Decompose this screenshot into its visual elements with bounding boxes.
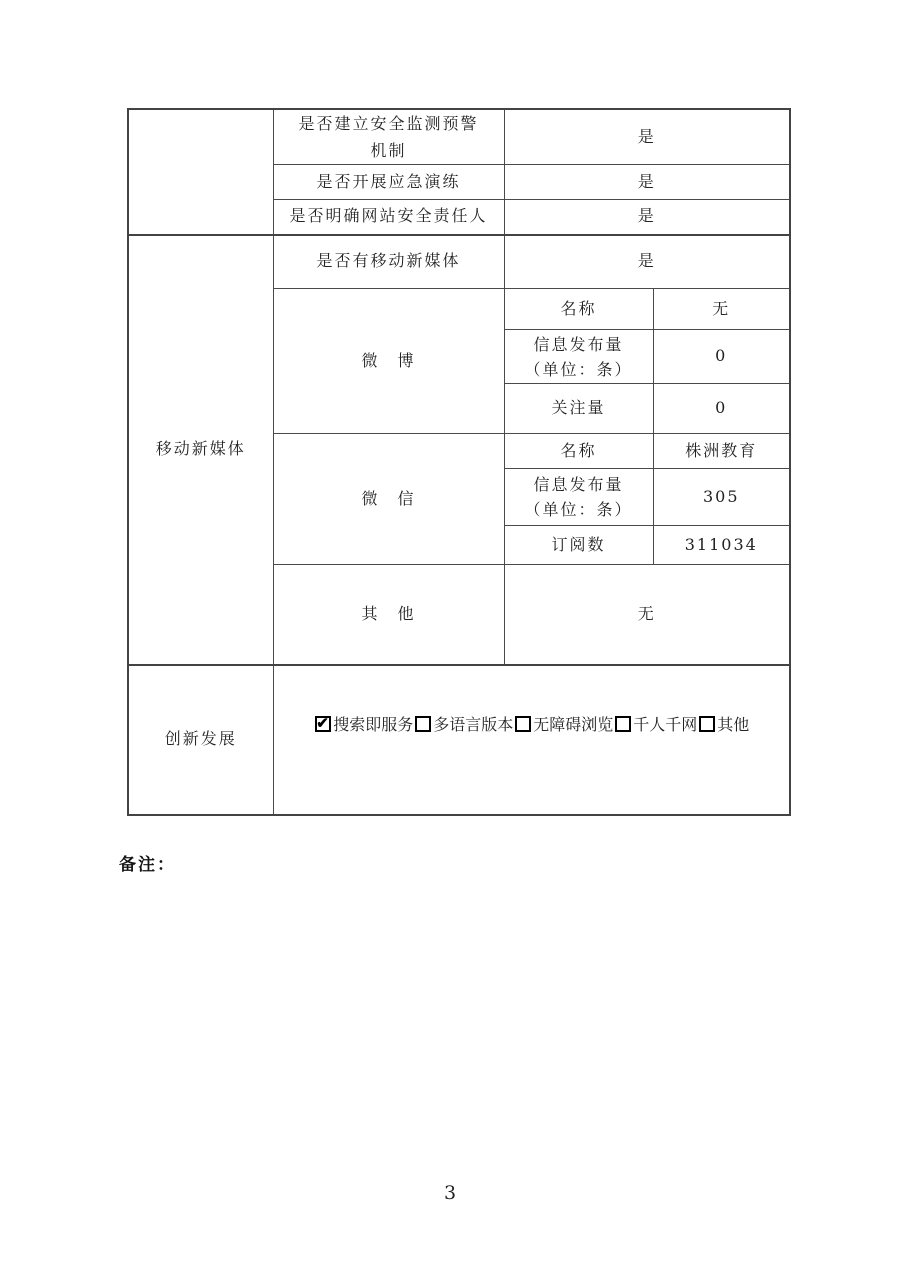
row-label-weibo-name: 名称 — [504, 289, 653, 330]
section-label-innovation: 创新发展 — [128, 665, 273, 815]
row-value-weibo-name: 无 — [653, 289, 790, 330]
row-label-security-responsible: 是否明确网站安全责任人 — [273, 200, 504, 235]
group-label-wechat: 微 信 — [273, 434, 504, 565]
checkbox-other[interactable] — [699, 716, 715, 732]
option-label: 多语言版本 — [433, 715, 514, 735]
option-accessibility — [513, 715, 613, 734]
row-value-emergency-drill: 是 — [504, 165, 790, 200]
row-value-security-responsible: 是 — [504, 200, 790, 235]
group-label-other: 其 他 — [273, 565, 504, 665]
innovation-options-cell — [273, 665, 790, 815]
row-label-emergency-drill: 是否开展应急演练 — [273, 165, 504, 200]
row-label-line1: 信息发布量 — [533, 475, 624, 494]
row-value-weibo-volume: 0 — [653, 330, 790, 384]
option-label: 千人千网 — [633, 715, 698, 735]
checkbox-search-as-service[interactable] — [315, 716, 331, 732]
option-label: 无障碍浏览 — [533, 715, 614, 735]
section-label-mobile-media: 移动新媒体 — [128, 235, 273, 665]
row-label-weibo-volume — [504, 330, 653, 384]
option-search-as-service — [313, 715, 413, 734]
row-value-other: 无 — [504, 565, 790, 665]
innovation-options-line — [274, 713, 790, 738]
row-label-line1: 信息发布量 — [533, 334, 624, 354]
row-label-line2: （单位：条） — [524, 359, 633, 379]
option-personalized — [613, 715, 697, 734]
row-value-security-monitoring: 是 — [504, 109, 790, 165]
page-number: 3 — [443, 1182, 457, 1204]
row-label-has-mobile-media: 是否有移动新媒体 — [273, 235, 504, 289]
checkbox-personalized[interactable] — [615, 716, 631, 732]
option-other — [697, 715, 749, 734]
row-value-wechat-volume: 305 — [653, 469, 790, 526]
option-label: 搜索即服务 — [333, 715, 414, 735]
option-label: 其他 — [717, 715, 750, 735]
option-multilingual — [413, 715, 513, 734]
row-label-wechat-name: 名称 — [504, 434, 653, 469]
group-label-weibo: 微 博 — [273, 289, 504, 434]
row-label-weibo-followers: 关注量 — [504, 384, 653, 434]
row-value-has-mobile-media: 是 — [504, 235, 790, 289]
checkbox-accessibility[interactable] — [515, 716, 531, 732]
report-table — [127, 108, 791, 816]
remarks-label: 备注： — [119, 855, 176, 875]
row-value-weibo-followers: 0 — [653, 384, 790, 434]
row-value-wechat-name: 株洲教育 — [653, 434, 790, 469]
section-cell-empty — [128, 109, 273, 235]
row-label-line2: （单位：条） — [524, 500, 633, 519]
checkbox-multilingual[interactable] — [415, 716, 431, 732]
row-label-wechat-volume — [504, 469, 653, 526]
row-label-text: 是否建立安全监测预警机制 — [298, 114, 479, 160]
row-label-security-monitoring — [273, 109, 504, 165]
row-label-wechat-subscribers: 订阅数 — [504, 526, 653, 565]
row-value-wechat-subscribers: 311034 — [653, 526, 790, 565]
